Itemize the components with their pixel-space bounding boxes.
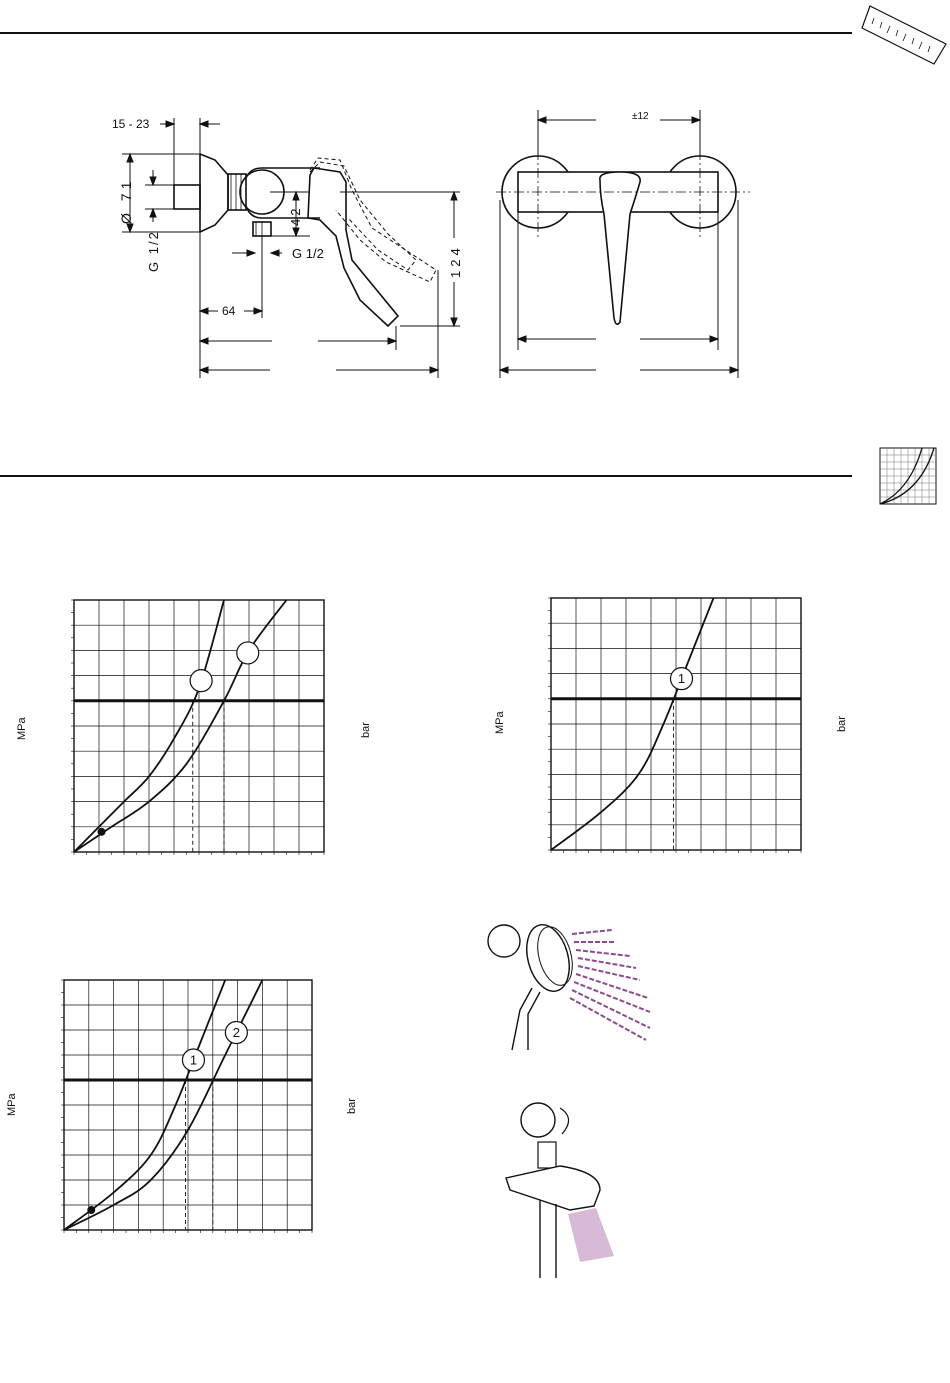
chart1-ylabel-right: bar: [360, 722, 372, 738]
dim-inlet-thread: G 1/2: [146, 230, 161, 272]
dim-wall-depth: 15 - 23: [112, 117, 150, 131]
dim-height-offset: 42: [288, 205, 303, 226]
chart1-series-1-marker: [190, 670, 212, 692]
chart3-ylabel-right: bar: [346, 1098, 358, 1114]
chart2-series-1-marker-label: 1: [677, 671, 686, 687]
chart1-series-2-marker: [237, 642, 259, 664]
dim-outlet-thread: G 1/2: [292, 246, 324, 261]
chart3-series-1-marker-label: 1: [189, 1052, 198, 1068]
chart3-ylabel-left: MPa: [6, 1093, 18, 1116]
dim-outlet-offset: 64: [222, 304, 236, 318]
dim-handle-height: 124: [448, 244, 463, 278]
chart3-series-2-marker-label: 2: [232, 1025, 240, 1040]
dim-centre-tolerance: ±12: [632, 111, 649, 122]
chart3-origin-dot: [87, 1206, 95, 1214]
chart2-ylabel-right: bar: [836, 716, 848, 732]
chart1-ylabel-left: MPa: [16, 717, 28, 740]
chart1-origin-dot: [98, 828, 106, 836]
dim-escutcheon-diameter: Ø 71: [118, 177, 134, 224]
chart2-ylabel-left: MPa: [494, 711, 506, 734]
